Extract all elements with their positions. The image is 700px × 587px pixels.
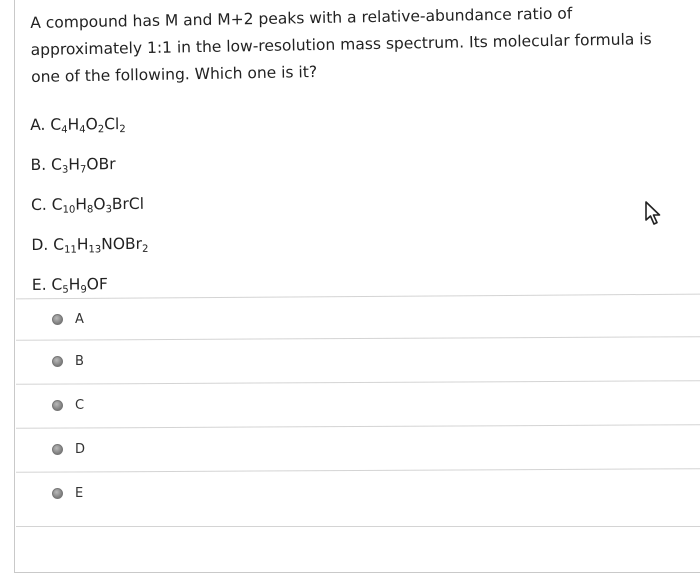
option-e[interactable]: [52, 486, 83, 501]
formula-subscript: 2: [97, 124, 105, 136]
answer-choice-e: [32, 267, 149, 308]
option-label: E: [75, 486, 84, 501]
formula-element: H: [68, 155, 81, 174]
formula-subscript: 10: [62, 204, 76, 216]
question-line-3: one of the following. Which one is it?: [31, 63, 318, 86]
formula-element: H: [75, 195, 88, 214]
answer-letter: D.: [31, 235, 54, 254]
option-c[interactable]: [52, 398, 84, 413]
answer-choice-c: [31, 187, 148, 228]
question-line-1: A compound has M and M+2 peaks with a relative-abundance ratio of: [30, 4, 573, 32]
formula-subscript: 2: [141, 243, 149, 255]
formula-element: OF: [86, 275, 108, 294]
formula-subscript: 11: [64, 244, 77, 256]
formula-subscript: 3: [105, 204, 112, 216]
formula-subscript: 7: [79, 164, 87, 176]
answer-choices: [30, 107, 149, 308]
formula-element: OBr: [86, 155, 116, 174]
formula-element: C: [51, 195, 63, 214]
answer-choice-d: [31, 227, 148, 268]
formula-subscript: 4: [79, 124, 86, 136]
question-line-2: approximately 1:1 in the low-resolution mass spectrum. Its molecular formula is: [30, 30, 652, 59]
radio-button-icon[interactable]: [52, 444, 63, 455]
formula-element: C: [51, 275, 63, 294]
option-d[interactable]: [52, 442, 85, 457]
answer-letter: B.: [30, 155, 52, 174]
formula-element: BrCl: [111, 194, 145, 214]
radio-button-icon[interactable]: [52, 400, 63, 411]
formula-subscript: 2: [119, 123, 126, 136]
formula-element: C: [50, 115, 62, 134]
formula-element: Cl: [104, 115, 120, 134]
option-label: B: [75, 354, 84, 369]
formula-element: H: [76, 235, 89, 254]
formula-subscript: 3: [61, 164, 69, 176]
formula-element: NOBr: [101, 234, 143, 254]
radio-button-icon[interactable]: [52, 488, 63, 499]
formula-subscript: 4: [61, 124, 68, 136]
question-text: [30, 0, 671, 91]
formula-element: H: [68, 275, 81, 294]
option-label: C: [75, 398, 85, 413]
option-a[interactable]: [52, 312, 84, 327]
option-label: A: [75, 312, 84, 327]
answer-choice-a: [30, 107, 147, 148]
formula-subscript: 5: [62, 284, 69, 296]
formula-element: C: [53, 235, 65, 254]
answer-letter: C.: [30, 195, 52, 214]
formula-subscript: 8: [86, 204, 94, 216]
radio-button-icon[interactable]: [52, 314, 63, 325]
formula-element: O: [93, 195, 106, 214]
answer-letter: E.: [31, 275, 52, 294]
option-b[interactable]: [52, 354, 84, 369]
formula-element: H: [67, 115, 80, 134]
answer-choice-b: [30, 147, 147, 188]
formula-subscript: 13: [88, 244, 102, 256]
mouse-pointer-icon: [644, 200, 664, 226]
formula-subscript: 9: [80, 284, 87, 296]
formula-element: C: [51, 155, 63, 174]
answer-letter: A.: [30, 115, 51, 134]
radio-button-icon[interactable]: [52, 356, 63, 367]
formula-element: O: [85, 115, 98, 134]
option-label: D: [75, 442, 86, 457]
option-divider: [16, 526, 700, 527]
